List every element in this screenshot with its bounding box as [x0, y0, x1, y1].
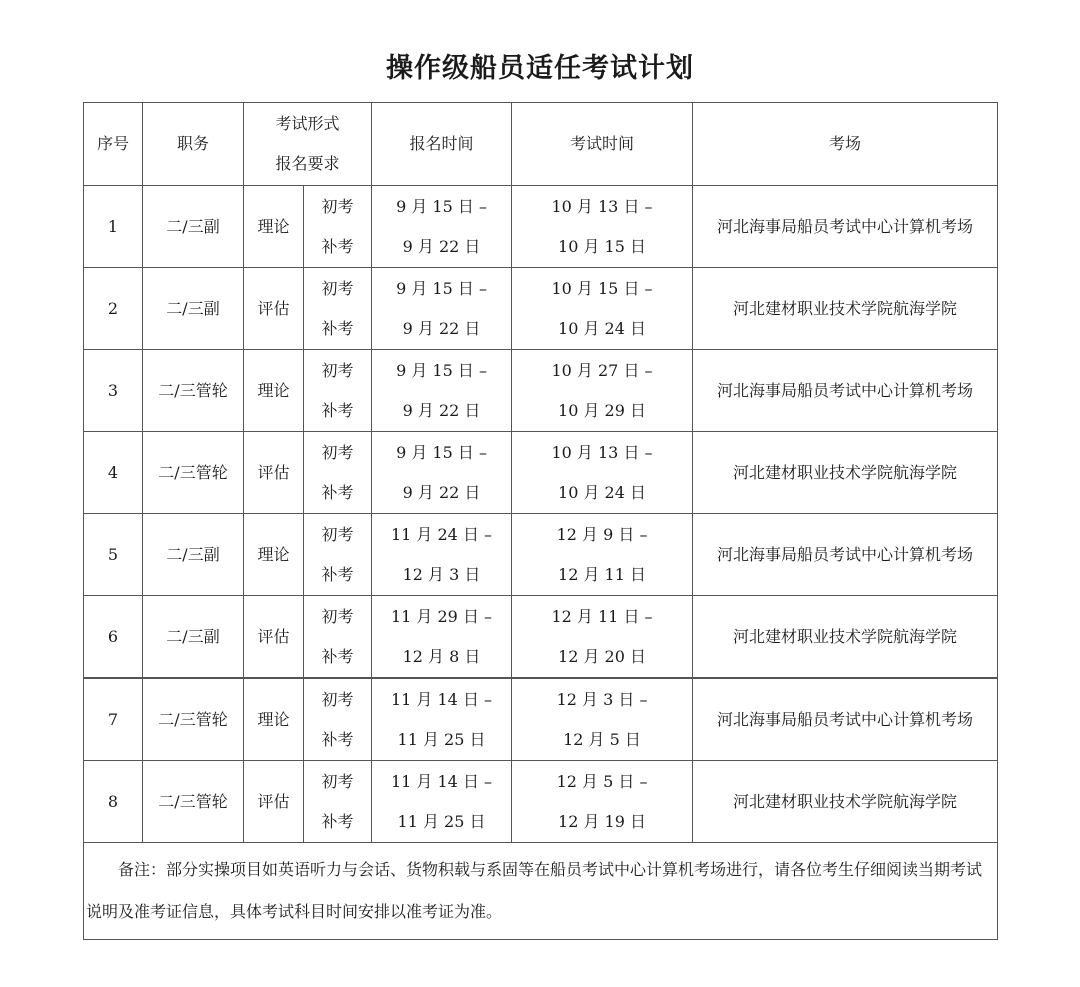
cell-exam-time: [512, 268, 693, 350]
cell-requirement: [304, 350, 372, 432]
cell-venue: 河北建材职业技术学院航海学院: [693, 432, 998, 514]
cell-register-time: [372, 596, 512, 679]
cell-venue: 河北海事局船员考试中心计算机考场: [693, 514, 998, 596]
exam-end: 12 月 11 日: [558, 564, 646, 584]
cell-venue: 河北海事局船员考试中心计算机考场: [693, 678, 998, 761]
register-start: 9 月 15 日 –: [396, 360, 487, 380]
cell-exam-form: 理论: [244, 678, 304, 761]
cell-venue: 河北建材职业技术学院航海学院: [693, 596, 998, 679]
exam-start: 12 月 9 日 –: [556, 524, 648, 544]
cell-venue: 河北建材职业技术学院航海学院: [693, 761, 998, 843]
cell-requirement: [304, 514, 372, 596]
cell-exam-time: [512, 678, 693, 761]
cell-exam-time: [512, 350, 693, 432]
cell-register-time: [372, 761, 512, 843]
cell-position: 二/三副: [143, 186, 244, 268]
cell-position: 二/三副: [143, 268, 244, 350]
requirement-makeup: 补考: [321, 482, 354, 502]
cell-position: 二/三副: [143, 596, 244, 679]
cell-register-time: [372, 678, 512, 761]
register-end: 9 月 22 日: [402, 400, 481, 420]
table-row: [84, 514, 998, 596]
register-start: 11 月 14 日 –: [390, 771, 493, 791]
cell-venue: 河北海事局船员考试中心计算机考场: [693, 186, 998, 268]
page-title: 操作级船员适任考试计划: [386, 53, 694, 84]
cell-exam-form: 理论: [244, 186, 304, 268]
requirement-makeup: 补考: [321, 400, 354, 420]
cell-exam-form: 评估: [244, 268, 304, 350]
exam-end: 12 月 19 日: [558, 811, 646, 831]
exam-start: 10 月 13 日 –: [551, 196, 653, 216]
cell-requirement: [304, 268, 372, 350]
header-register-time: 报名时间: [372, 103, 512, 186]
cell-exam-form: 评估: [244, 432, 304, 514]
header-row: [84, 103, 998, 186]
exam-start: 10 月 15 日 –: [551, 278, 653, 298]
cell-exam-time: [512, 514, 693, 596]
table-row: [84, 186, 998, 268]
requirement-initial: 初考: [321, 606, 354, 626]
header-seq: 序号: [84, 103, 143, 186]
cell-position: 二/三管轮: [143, 761, 244, 843]
exam-end: 10 月 24 日: [558, 318, 646, 338]
exam-end: 12 月 5 日: [563, 729, 641, 749]
note-row: [84, 843, 998, 940]
cell-requirement: [304, 432, 372, 514]
cell-position: 二/三管轮: [143, 678, 244, 761]
table-row: [84, 678, 998, 761]
table-row: [84, 761, 998, 843]
requirement-initial: 初考: [321, 196, 354, 216]
register-start: 11 月 14 日 –: [390, 689, 493, 709]
exam-start: 10 月 13 日 –: [551, 442, 653, 462]
requirement-makeup: 补考: [321, 236, 354, 256]
requirement-initial: 初考: [321, 524, 354, 544]
cell-seq: 3: [84, 350, 143, 432]
cell-exam-time: [512, 761, 693, 843]
cell-register-time: [372, 186, 512, 268]
table-row: [84, 432, 998, 514]
cell-seq: 5: [84, 514, 143, 596]
cell-position: 二/三管轮: [143, 432, 244, 514]
cell-exam-form: 评估: [244, 596, 304, 679]
header-exam-time: 考试时间: [512, 103, 693, 186]
requirement-initial: 初考: [321, 278, 354, 298]
cell-requirement: [304, 761, 372, 843]
cell-position: 二/三管轮: [143, 350, 244, 432]
cell-register-time: [372, 350, 512, 432]
cell-requirement: [304, 186, 372, 268]
cell-seq: 7: [84, 678, 143, 761]
register-start: 9 月 15 日 –: [396, 278, 487, 298]
cell-seq: 8: [84, 761, 143, 843]
cell-seq: 4: [84, 432, 143, 514]
cell-exam-form: 评估: [244, 761, 304, 843]
register-end: 9 月 22 日: [402, 482, 481, 502]
cell-register-time: [372, 268, 512, 350]
exam-start: 12 月 3 日 –: [556, 689, 648, 709]
exam-start: 10 月 27 日 –: [551, 360, 653, 380]
exam-plan-table: [83, 102, 998, 940]
cell-seq: 1: [84, 186, 143, 268]
cell-register-time: [372, 514, 512, 596]
requirement-makeup: 补考: [321, 646, 354, 666]
table-row: [84, 350, 998, 432]
requirement-initial: 初考: [321, 442, 354, 462]
requirement-makeup: 补考: [321, 318, 354, 338]
requirement-makeup: 补考: [321, 729, 354, 749]
cell-venue: 河北建材职业技术学院航海学院: [693, 268, 998, 350]
register-end: 9 月 22 日: [402, 318, 481, 338]
register-start: 9 月 15 日 –: [396, 196, 487, 216]
register-end: 12 月 8 日: [402, 646, 481, 666]
requirement-initial: 初考: [321, 771, 354, 791]
requirement-makeup: 补考: [321, 564, 354, 584]
table-row: [84, 268, 998, 350]
header-venue: 考场: [693, 103, 998, 186]
cell-exam-time: [512, 186, 693, 268]
exam-start: 12 月 11 日 –: [551, 606, 653, 626]
exam-end: 10 月 15 日: [558, 236, 646, 256]
cell-position: 二/三副: [143, 514, 244, 596]
header-position: 职务: [143, 103, 244, 186]
cell-exam-time: [512, 432, 693, 514]
register-end: 11 月 25 日: [397, 811, 486, 831]
requirement-initial: 初考: [321, 689, 354, 709]
register-end: 12 月 3 日: [402, 564, 481, 584]
cell-exam-time: [512, 596, 693, 679]
cell-venue: 河北海事局船员考试中心计算机考场: [693, 350, 998, 432]
register-start: 9 月 15 日 –: [396, 442, 487, 462]
cell-register-time: [372, 432, 512, 514]
cell-exam-form: 理论: [244, 514, 304, 596]
register-start: 11 月 29 日 –: [390, 606, 493, 626]
requirement-initial: 初考: [321, 360, 354, 380]
header-form-line2: 报名要求: [275, 154, 340, 173]
cell-requirement: [304, 596, 372, 679]
header-form-line1: 考试形式: [275, 114, 340, 133]
table-row: [84, 596, 998, 679]
requirement-makeup: 补考: [321, 811, 354, 831]
exam-end: 12 月 20 日: [558, 646, 646, 666]
register-end: 11 月 25 日: [397, 729, 486, 749]
note-text: 备注：部分实操项目如英语听力与会话、货物积载与系固等在船员考试中心计算机考场进行，请各位考生仔细阅读当期考试说明及准考证信息，具体考试科目时间安排以准考证为准。: [84, 843, 998, 940]
register-start: 11 月 24 日 –: [390, 524, 493, 544]
cell-exam-form: 理论: [244, 350, 304, 432]
register-end: 9 月 22 日: [402, 236, 481, 256]
exam-end: 10 月 29 日: [558, 400, 646, 420]
exam-start: 12 月 5 日 –: [556, 771, 648, 791]
cell-seq: 6: [84, 596, 143, 679]
exam-end: 10 月 24 日: [558, 482, 646, 502]
header-exam-form: [244, 103, 372, 186]
cell-seq: 2: [84, 268, 143, 350]
cell-requirement: [304, 678, 372, 761]
